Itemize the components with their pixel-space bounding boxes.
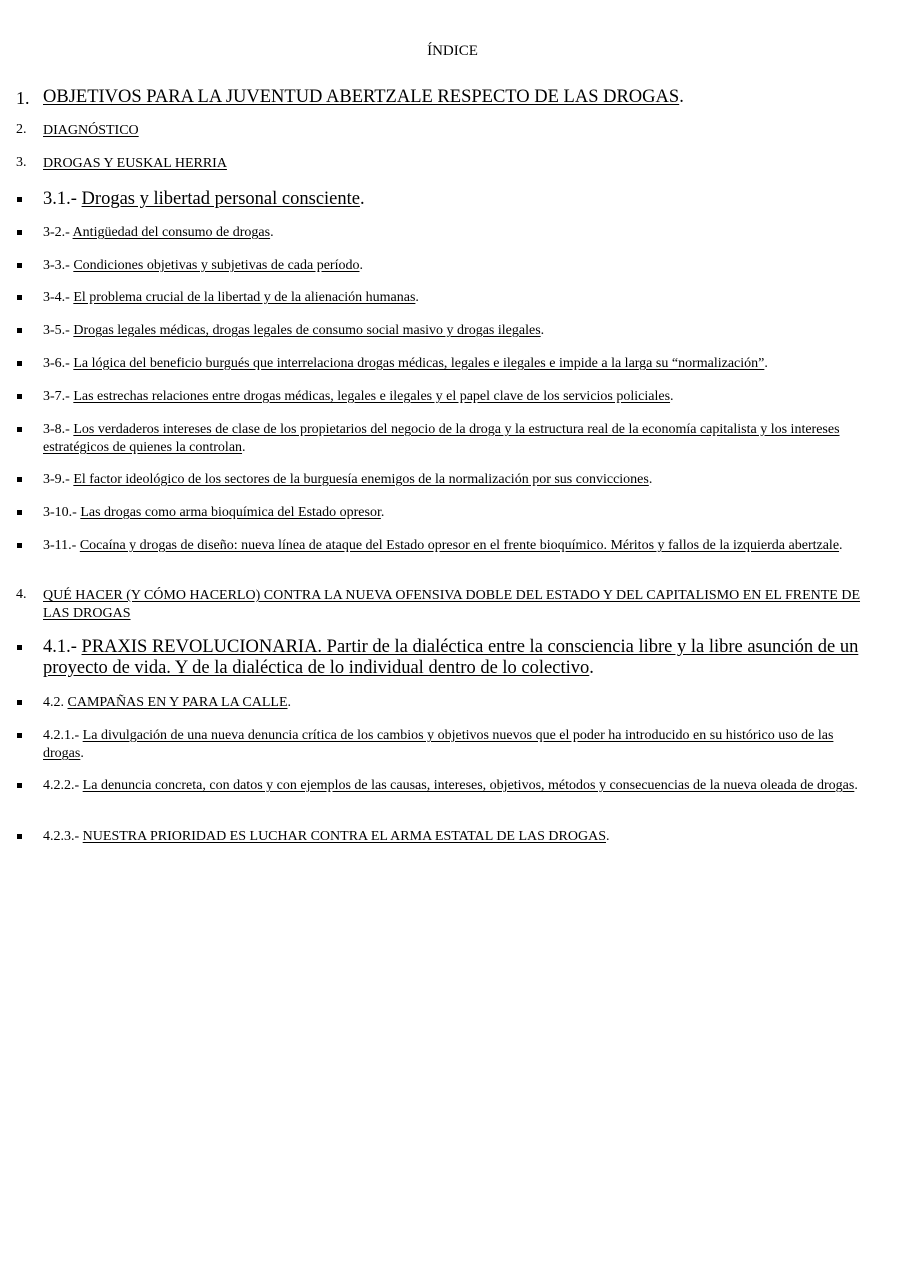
bullet-marker bbox=[17, 328, 22, 333]
list-number: 3. bbox=[16, 155, 27, 170]
toc-link[interactable]: Antigüedad del consumo de drogas bbox=[72, 225, 271, 240]
bullet-marker bbox=[17, 263, 22, 268]
bullet-marker bbox=[17, 230, 22, 235]
bullet-marker bbox=[17, 783, 22, 788]
toc-link[interactable]: Drogas legales médicas, drogas legales de consumo social masivo y drogas ilegales bbox=[73, 323, 541, 338]
toc-link[interactable]: OBJETIVOS PARA LA JUVENTUD ABERTZALE RESPECTO DE LAS DROGAS bbox=[43, 87, 680, 107]
toc-link[interactable]: La denuncia concreta, con datos y con ejemplos de las causas, intereses, objetivos, métodos y consecuencias de la nueva oleada de drogas bbox=[82, 778, 855, 793]
list-number: 1. bbox=[16, 88, 30, 108]
toc-link[interactable]: Las estrechas relaciones entre drogas médicas, legales e ilegales y el papel clave de los servicios policiales bbox=[73, 389, 671, 404]
toc-link[interactable]: El factor ideológico de los sectores de la burguesía enemigos de la normalización por sus convicciones bbox=[73, 472, 649, 487]
toc-link[interactable]: Drogas y libertad personal consciente bbox=[81, 189, 360, 209]
bullet-marker bbox=[17, 361, 22, 366]
bullet-marker bbox=[17, 700, 22, 705]
bullet-marker bbox=[17, 543, 22, 548]
bullet-marker bbox=[17, 733, 22, 738]
list-number: 4. bbox=[16, 587, 27, 602]
toc-link[interactable]: DROGAS Y EUSKAL HERRIA bbox=[43, 156, 227, 171]
bullet-marker bbox=[17, 510, 22, 515]
toc-link[interactable]: QUÉ HACER (Y CÓMO HACERLO) CONTRA LA NUEVA OFENSIVA DOBLE DEL ESTADO Y DEL CAPITALISMO EN EL FRENTE DE LAS DROGAS bbox=[43, 588, 861, 621]
toc-link[interactable]: DIAGNÓSTICO bbox=[43, 123, 139, 138]
toc-link[interactable]: La divulgación de una nueva denuncia crítica de los cambios y objetivos nuevos que el poder ha introducido en su histórico uso de las drogas bbox=[43, 728, 834, 761]
toc-link[interactable]: Las drogas como arma bioquímica del Estado opresor bbox=[80, 505, 381, 520]
toc-link[interactable]: Cocaína y drogas de diseño: nueva línea de ataque del Estado opresor en el frente bioquímico. Méritos y fallos de la izquierda abertzale bbox=[79, 538, 840, 553]
toc-link[interactable]: El problema crucial de la libertad y de la alienación humanas bbox=[73, 290, 416, 305]
list-number: 2. bbox=[16, 122, 27, 137]
bullet-marker bbox=[17, 427, 22, 432]
toc-link[interactable]: CAMPAÑAS EN Y PARA LA CALLE bbox=[67, 695, 288, 710]
bullet-marker bbox=[17, 834, 22, 839]
toc-link[interactable]: PRAXIS REVOLUCIONARIA. Partir de la dialéctica entre la consciencia libre y la libre asunción de un proyecto de vida. Y de la dialéctica de lo individual dentro de lo colectivo bbox=[43, 637, 859, 678]
bullet-marker bbox=[17, 645, 22, 650]
bullet-marker bbox=[17, 295, 22, 300]
bullet-marker bbox=[17, 394, 22, 399]
bullet-marker bbox=[17, 197, 22, 202]
toc-link[interactable]: Condiciones objetivas y subjetivas de cada período bbox=[73, 258, 360, 273]
bullet-marker bbox=[17, 477, 22, 482]
page-title: ÍNDICE bbox=[427, 43, 478, 59]
toc-link[interactable]: La lógica del beneficio burgués que interrelaciona drogas médicas, legales e ilegales e impide a la larga su “normalización” bbox=[73, 356, 765, 371]
toc-link[interactable]: Los verdaderos intereses de clase de los propietarios del negocio de la droga y la estructura real de la economía capitalista y los intereses estratégicos de quienes la controlan bbox=[43, 422, 840, 455]
toc-link[interactable]: NUESTRA PRIORIDAD ES LUCHAR CONTRA EL ARMA ESTATAL DE LAS DROGAS bbox=[82, 829, 606, 844]
